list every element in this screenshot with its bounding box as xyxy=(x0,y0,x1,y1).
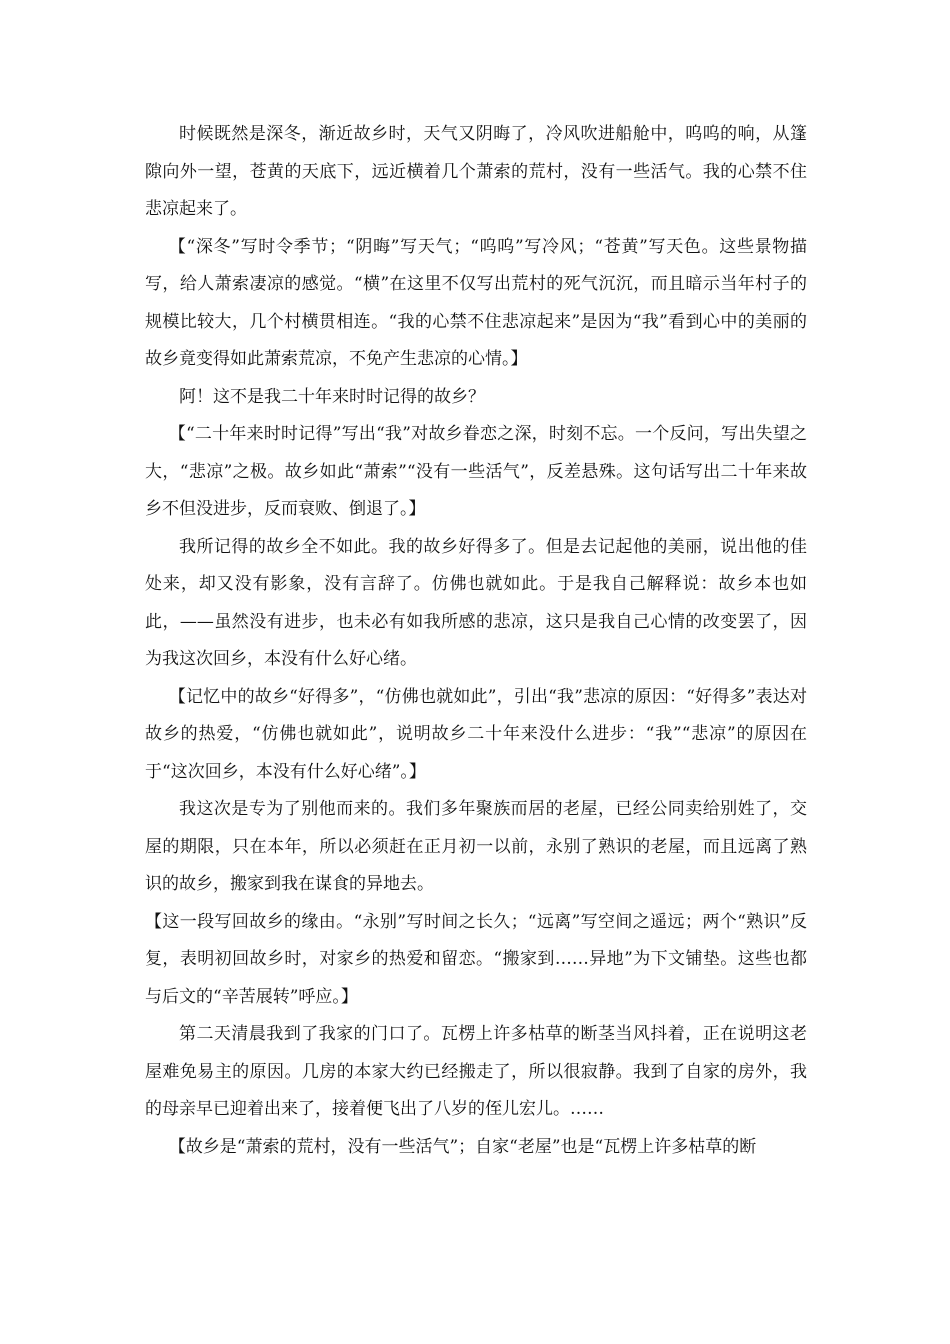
annotation-memory: 【记忆中的故乡“好得多”，“仿佛也就如此”，引出“我”悲凉的原因：“好得多”表达对故乡的热爱，“仿佛也就如此”，说明故乡二十年来没什么进步：“我”“悲凉”的原因在于“这次回乡，本没有什么好心绪”。】 xyxy=(145,686,807,782)
annotation-twenty-years: 【“二十年来时时记得”写出“我”对故乡眷恋之深，时刻不忘。一个反问，写出失望之大，“悲凉”之极。故乡如此“萧索”“没有一些活气”，反差悬殊。这句话写出二十年来故乡不但没进步，反而衰败、倒退了。】 xyxy=(145,424,807,519)
paragraph-next-morning: 第二天清晨我到了我家的门口了。瓦楞上许多枯草的断茎当风抖着，正在说明这老屋难免易主的原因。几房的本家大约已经搬走了，所以很寂静。我到了自家的房外，我的母亲早已迎着出来了，接着便飞出了八岁的侄儿宏儿。…… xyxy=(145,1024,807,1119)
annotation-old-house: 【故乡是“萧索的荒村，没有一些活气”；自家“老屋”也是“瓦楞上许多枯草的断 xyxy=(168,1136,757,1157)
annotation-purpose: 【这一段写回故乡的缘由。“永别”写时间之长久；“远离”写空间之遥远；两个“熟识”反复，表明初回故乡时，对家乡的热爱和留恋。“搬家到……异地”为下文铺垫。这些也都与后文的“辛苦展转”呼应。】 xyxy=(145,911,807,1007)
paragraph-exclamation: 阿！这不是我二十年来时时记得的故乡？ xyxy=(179,386,485,407)
annotation-scenery: 【“深冬”写时令季节；“阴晦”写天气；“呜呜”写冷风；“苍黄”写天色。这些景物描写，给人萧索凄凉的感觉。“横”在这里不仅写出荒村的死气沉沉，而且暗示当年村子的规模比较大，几个村横贯相连。“我的心禁不住悲凉起来”是因为“我”看到心中的美丽的故乡竟变得如此萧索荒凉，不免产生悲凉的心情。】 xyxy=(145,236,807,369)
paragraph-memory: 我所记得的故乡全不如此。我的故乡好得多了。但是去记起他的美丽，说出他的佳处来，却又没有影象，没有言辞了。仿佛也就如此。于是我自己解释说：故乡本也如此，——虽然没有进步，也未必有如我所感的悲凉，这只是我自己心情的改变罢了，因为我这次回乡，本没有什么好心绪。 xyxy=(145,536,807,669)
paragraph-purpose: 我这次是专为了别他而来的。我们多年聚族而居的老屋，已经公同卖给别姓了，交屋的期限，只在本年，所以必须赶在正月初一以前，永别了熟识的老屋，而且远离了熟识的故乡，搬家到我在谋食的异地去。 xyxy=(145,799,807,894)
paragraph-narrative-arrival: 时候既然是深冬，渐近故乡时，天气又阴晦了，冷风吹进船舱中，呜呜的响，从篷隙向外一望，苍黄的天底下，远近横着几个萧索的荒村，没有一些活气。我的心禁不住悲凉起来了。 xyxy=(145,124,807,219)
document-page xyxy=(145,116,807,1166)
